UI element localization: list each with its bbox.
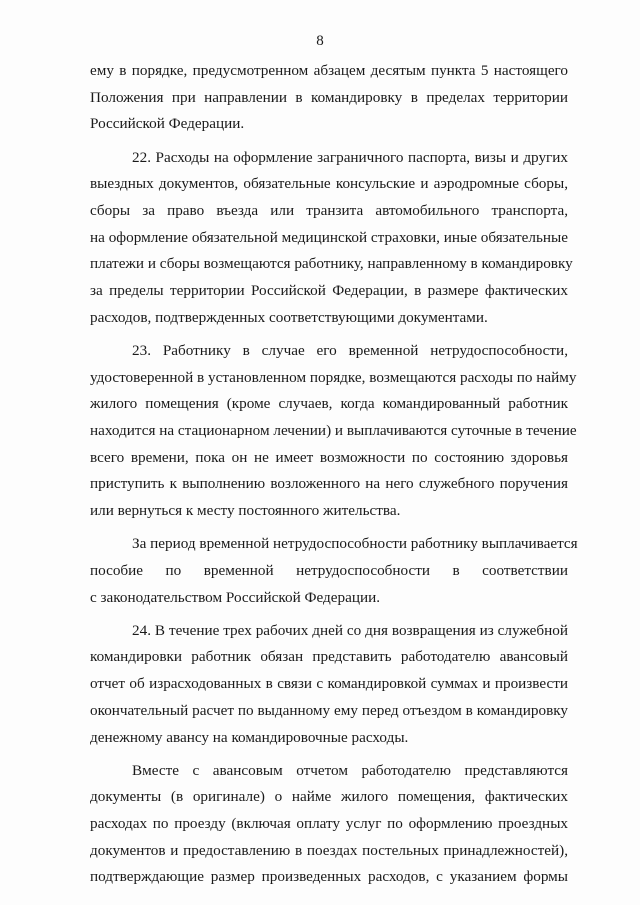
text-line: на оформление обязательной медицинской страховки, иные обязательные bbox=[90, 228, 568, 246]
text-line: расходах по проезду (включая оплату услуг по оформлению проездных bbox=[90, 815, 568, 833]
text-line: 22. Расходы на оформление заграничного паспорта, визы и других bbox=[132, 148, 568, 166]
text-line: ему в порядке, предусмотренном абзацем десятым пункта 5 настоящего bbox=[90, 62, 568, 79]
text-line: с законодательством Российской Федерации. bbox=[90, 588, 381, 606]
text-line: документы (в оригинале) о найме жилого помещения, фактических bbox=[90, 788, 568, 806]
text-line: Вместе с авансовым отчетом работодателю представляются bbox=[132, 761, 568, 779]
text-line: выездных документов, обязательные консульские и аэродромные сборы, bbox=[90, 175, 568, 193]
text-line: сборы за право въезда или транзита автомобильного транспорта, bbox=[90, 201, 568, 219]
text-line: окончательный расчет по выданному ему перед отъездом в командировку bbox=[90, 701, 568, 719]
text-line: удостоверенной в установленном порядке, возмещаются расходы по найму bbox=[90, 368, 577, 386]
page-number: 8 bbox=[316, 33, 324, 49]
text-line: подтверждающие размер произведенных расходов, с указанием формы bbox=[90, 868, 568, 886]
paragraph-item-22 bbox=[90, 145, 573, 332]
text-line: платежи и сборы возмещаются работнику, направленному в командировку bbox=[90, 255, 573, 273]
text-line: Положения при направлении в командировку в пределах территории bbox=[90, 88, 568, 106]
text-line: денежному авансу на командировочные расходы. bbox=[90, 728, 409, 746]
text-line: расходов, подтвержденных соответствующими документами. bbox=[90, 308, 488, 326]
text-line: отчет об израсходованных в связи с командировкой суммах и произвести bbox=[90, 675, 568, 693]
paragraph-item-23 bbox=[90, 338, 577, 525]
text-line: всего времени, пока он не имеет возможности по состоянию здоровья bbox=[90, 448, 568, 466]
text-line: 24. В течение трех рабочих дней со дня возвращения из служебной bbox=[132, 621, 568, 639]
paragraph bbox=[90, 758, 568, 891]
text-line: приступить к выполнению возложенного на него служебного поручения bbox=[90, 475, 568, 493]
text-line: За период временной нетрудоспособности работнику выплачивается bbox=[132, 535, 578, 553]
paragraph bbox=[90, 531, 578, 611]
text-line: командировки работник обязан представить работодателю авансовый bbox=[90, 648, 568, 666]
text-line: находится на стационарном лечении) и выплачиваются суточные в течение bbox=[90, 421, 577, 439]
text-line: жилого помещения (кроме случаев, когда командированный работник bbox=[90, 395, 568, 413]
document-body bbox=[90, 58, 578, 898]
text-line: пособие по временной нетрудоспособности в соответствии bbox=[90, 561, 568, 579]
paragraph bbox=[90, 58, 568, 138]
text-line: 23. Работнику в случае его временной нетрудоспособности, bbox=[132, 341, 568, 359]
text-line: за пределы территории Российской Федерации, в размере фактических bbox=[90, 282, 568, 299]
text-line: Российской Федерации. bbox=[90, 115, 245, 133]
text-line: или вернуться к месту постоянного жительства. bbox=[90, 502, 401, 519]
paragraph-item-24 bbox=[90, 618, 568, 751]
text-line: документов и предоставлению в поездах постельных принадлежностей), bbox=[90, 841, 568, 859]
